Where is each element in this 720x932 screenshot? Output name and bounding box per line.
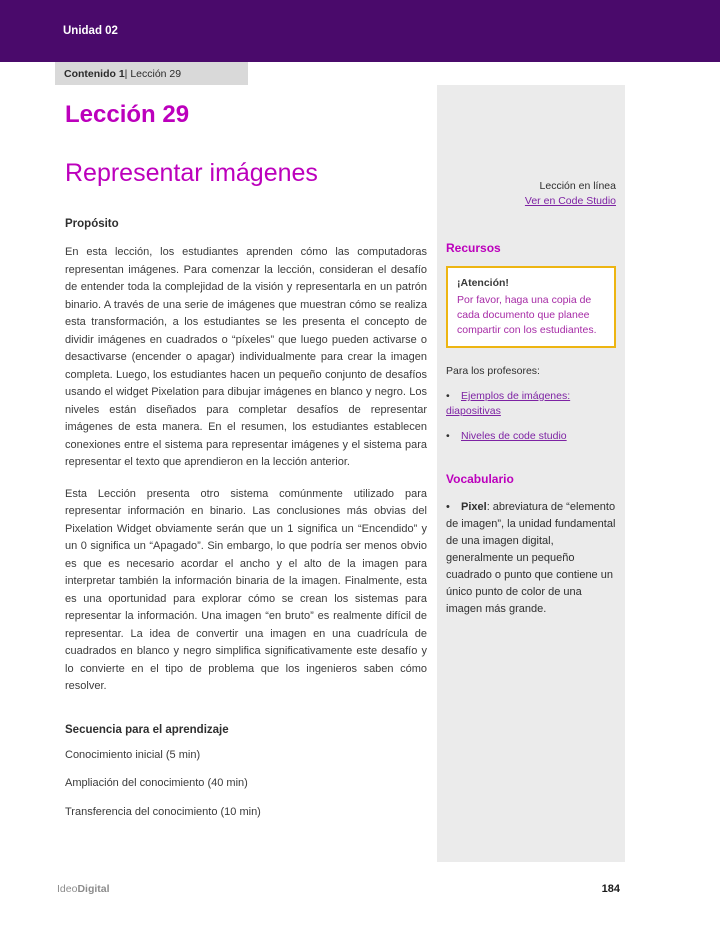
breadcrumb-lesson-label: | Lección 29 [124, 67, 182, 80]
breadcrumb [55, 62, 248, 85]
teacher-link-image-examples[interactable]: Ejemplos de imágenes: diapositivas [446, 390, 571, 417]
sequence-item-expansion: Ampliación del conocimiento (40 min) [65, 777, 248, 789]
purpose-paragraph-2: Esta Lección presenta otro sistema comúnmente utilizado para representar información en binario. Las conclusiones más obvias del Pixelation Widget obviamente serán que un 1 significa un “Encendido” y un 0 significa un “Apagado”. Sin embargo, lo que podría ser menos obvio es que es necesario acordar el ancho y el alto de la imagen para interpretar también la información binaria de la imagen. Finalmente, esta es una oportunidad para explorar cómo se crean los sistemas para representar la información. Una imagen “en bruto” es realmente difícil de representar. La idea de convertir una imagen en una cuadrícula de cuadrados en blanco y negro simplifica significativamente este desafío y lo convierte en el tipo de problema que los ingenieros saben cómo resolver. [65, 487, 427, 692]
vocab-item [446, 499, 616, 618]
bullet-icon: • [446, 430, 450, 442]
teacher-link-code-studio-levels[interactable]: Niveles de code studio [461, 430, 567, 442]
lesson-number: Lección 29 [65, 101, 190, 128]
attention-box [446, 266, 616, 348]
brand-regular: Ideo [57, 883, 78, 895]
vocab-term: Pixel [461, 501, 487, 513]
lesson-title: Representar imágenes [65, 159, 318, 187]
vocabulary-heading: Vocabulario [446, 472, 514, 486]
unit-header-bar [0, 0, 720, 62]
brand-bold: Digital [77, 883, 110, 895]
breadcrumb-content-label: Contenido 1 [64, 67, 125, 80]
online-lesson-label: Lección en línea [539, 180, 616, 192]
sequence-item-transfer: Transferencia del conocimiento (10 min) [65, 805, 261, 818]
bullet-icon: • [446, 390, 450, 402]
sequence-heading: Secuencia para el aprendizaje [65, 723, 229, 736]
page-number: 184 [601, 883, 620, 895]
code-studio-link[interactable]: Ver en Code Studio [524, 195, 616, 207]
teachers-label: Para los profesores: [446, 365, 540, 377]
attention-title: ¡Atención! [457, 277, 509, 289]
main-content [65, 100, 427, 821]
sequence-item-initial: Conocimiento inicial (5 min) [65, 748, 201, 761]
page-footer [57, 883, 620, 895]
attention-body: Por favor, haga una copia de cada documento que planee compartir con los estudiantes. [457, 294, 597, 336]
unit-label: Unidad 02 [63, 25, 118, 37]
list-item [446, 389, 616, 419]
online-lesson-block [446, 179, 616, 209]
sidebar [437, 85, 625, 862]
resources-heading: Recursos [446, 241, 501, 255]
brand-logo [57, 883, 110, 895]
list-item [446, 429, 616, 444]
purpose-heading: Propósito [65, 218, 119, 230]
purpose-paragraph-1: En esta lección, los estudiantes aprenden cómo las computadoras representan imágenes. Para comenzar la lección, consideran el desafío de entender toda la complejidad de la visión y representarla en un patrón binario. A través de una serie de imágenes que muestran cómo se realiza esta transformación, a los estudiantes se les presenta el concepto de dividir imágenes en cuadrados o “píxeles” que luego pueden activarse o desactivarse (encender o apagar) individualmente para crear la imagen completa. Luego, los estudiantes hacen un pequeño conjunto de desafíos usando el widget Pixelation para dibujar imágenes en blanco y negro. Los niveles están diseñados para completar desafíos de representar imágenes de esta manera. En el resumen, los estudiantes establecen conexiones entre el sistema para representar imágenes y el sistema para representar el texto que aprendieron en la lección anterior. [65, 246, 427, 468]
bullet-icon: • [446, 501, 450, 513]
vocab-definition: : abreviatura de “elemento de imagen”, la unidad fundamental de una imagen digital, generalmente un pequeño cuadrado o punto que contiene un único punto de color de una imagen más grande. [446, 501, 616, 615]
